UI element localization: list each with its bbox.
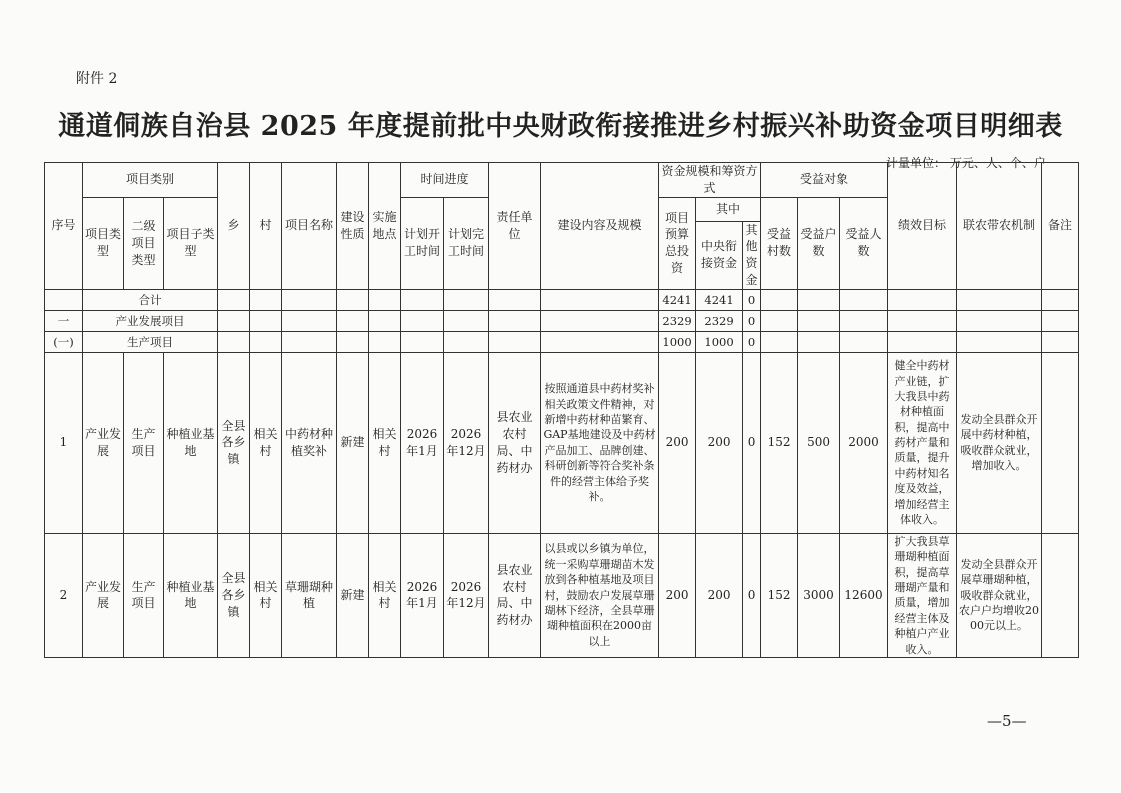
- project-village: 相关村: [250, 352, 282, 533]
- project-seq: 1: [45, 352, 83, 533]
- project-central: 200: [696, 352, 743, 533]
- project-remarks: [1042, 352, 1079, 533]
- header-secondary-type: 二级项目类型: [124, 197, 164, 289]
- header-content-scale: 建设内容及规模: [541, 163, 659, 290]
- document-title: 通道侗族自治县 2025 年度提前批中央财政衔接推进乡村振兴补助资金项目明细表: [58, 111, 1063, 142]
- header-seq: 序号: [45, 163, 83, 290]
- project-mechanism: 发动全县群众开展草珊瑚种植，吸收群众就业，农户户均增收2000元以上。: [957, 533, 1042, 657]
- header-benefit-households: 受益户数: [798, 197, 840, 289]
- project-central: 200: [696, 533, 743, 657]
- project-sub-type: 种植业基地: [164, 533, 218, 657]
- header-build-nature: 建设性质: [337, 163, 369, 290]
- summary-other: 0: [743, 331, 761, 352]
- summary-central: 2329: [696, 310, 743, 331]
- project-nature: 新建: [337, 533, 369, 657]
- project-secondary-type: 生产项目: [124, 533, 164, 657]
- header-village: 村: [250, 163, 282, 290]
- header-benefit-people: 受益人数: [840, 197, 888, 289]
- project-mechanism: 发动全县群众开展中药材种植，吸收群众就业，增加收入。: [957, 352, 1042, 533]
- table-row: [45, 352, 1079, 533]
- header-benefit-villages: 受益村数: [761, 197, 798, 289]
- header-performance: 绩效目标: [888, 163, 957, 290]
- project-performance: 扩大我县草珊瑚种植面积，提高草珊瑚产量和质量，增加经营主体及种植户产业收入。: [888, 533, 957, 657]
- summary-label: 合计: [83, 289, 218, 310]
- project-content: 以县或以乡镇为单位，统一采购草珊瑚苗木发放到各种植基地及项目村，鼓励农户发展草珊瑚林下经济，全县草珊瑚种植面积在2000亩以上: [541, 533, 659, 657]
- project-sub-type: 种植业基地: [164, 352, 218, 533]
- summary-total: 1000: [659, 331, 696, 352]
- project-name: 中药材种植奖补: [282, 352, 337, 533]
- project-other: 0: [743, 352, 761, 533]
- project-benefit-households: 500: [798, 352, 840, 533]
- project-performance: 健全中药材产业链，扩大我县中药材种植面积，提高中药材产量和质量，提升中药材知名度及效益，增加经营主体收入。: [888, 352, 957, 533]
- project-end-time: 2026年12月: [444, 533, 489, 657]
- project-location: 相关村: [369, 533, 401, 657]
- summary-seq: (一): [45, 331, 83, 352]
- table-row: [45, 533, 1079, 657]
- project-benefit-villages: 152: [761, 352, 798, 533]
- header-location: 实施地点: [369, 163, 401, 290]
- summary-row-production: [45, 331, 1079, 352]
- summary-central: 1000: [696, 331, 743, 352]
- project-responsible-unit: 县农业农村局、中药材办: [489, 352, 541, 533]
- header-category-group: 项目类别: [83, 163, 218, 198]
- attachment-label: 附件 2: [76, 71, 118, 87]
- header-central-fund: 中央衔接资金: [696, 221, 743, 289]
- project-location: 相关村: [369, 352, 401, 533]
- header-time-group: 时间进度: [401, 163, 489, 198]
- project-benefit-people: 2000: [840, 352, 888, 533]
- project-seq: 2: [45, 533, 83, 657]
- project-total: 200: [659, 533, 696, 657]
- summary-seq: 一: [45, 310, 83, 331]
- header-row-1: [45, 163, 1079, 198]
- project-detail-table: [44, 162, 1079, 658]
- summary-label: 生产项目: [83, 331, 218, 352]
- header-project-type: 项目类型: [83, 197, 124, 289]
- project-benefit-villages: 152: [761, 533, 798, 657]
- header-township: 乡: [218, 163, 250, 290]
- summary-total: 4241: [659, 289, 696, 310]
- summary-central: 4241: [696, 289, 743, 310]
- header-project-name: 项目名称: [282, 163, 337, 290]
- header-fund-group: 资金规模和筹资方式: [659, 163, 761, 198]
- project-name: 草珊瑚种植: [282, 533, 337, 657]
- summary-label: 产业发展项目: [83, 310, 218, 331]
- header-end-time: 计划完工时间: [444, 197, 489, 289]
- project-start-time: 2026年1月: [401, 352, 444, 533]
- project-secondary-type: 生产项目: [124, 352, 164, 533]
- project-benefit-households: 3000: [798, 533, 840, 657]
- header-remarks: 备注: [1042, 163, 1079, 290]
- project-remarks: [1042, 533, 1079, 657]
- summary-seq: [45, 289, 83, 310]
- project-township: 全县各乡镇: [218, 533, 250, 657]
- header-other-fund: 其他资金: [743, 221, 761, 289]
- summary-other: 0: [743, 310, 761, 331]
- header-of-which: 其中: [696, 197, 761, 221]
- header-responsible-unit: 责任单位: [489, 163, 541, 290]
- project-content: 按照通道县中药材奖补相关政策文件精神，对新增中药材种苗繁育、GAP基地建设及中药材产品加工、品牌创建、科研创新等符合奖补条件的经营主体给予奖补。: [541, 352, 659, 533]
- summary-row-total: [45, 289, 1079, 310]
- project-responsible-unit: 县农业农村局、中药材办: [489, 533, 541, 657]
- project-total: 200: [659, 352, 696, 533]
- header-benefit-group: 受益对象: [761, 163, 888, 198]
- project-village: 相关村: [250, 533, 282, 657]
- header-mechanism: 联农带农机制: [957, 163, 1042, 290]
- header-start-time: 计划开工时间: [401, 197, 444, 289]
- page-number: —5—: [987, 712, 1027, 730]
- summary-other: 0: [743, 289, 761, 310]
- summary-row-industry: [45, 310, 1079, 331]
- project-type: 产业发展: [83, 352, 124, 533]
- header-total-investment: 项目预算总投资: [659, 197, 696, 289]
- project-other: 0: [743, 533, 761, 657]
- header-sub-type: 项目子类型: [164, 197, 218, 289]
- summary-total: 2329: [659, 310, 696, 331]
- project-township: 全县各乡镇: [218, 352, 250, 533]
- project-nature: 新建: [337, 352, 369, 533]
- project-start-time: 2026年1月: [401, 533, 444, 657]
- unit-note: 计量单位： 万元、人、个、户: [886, 156, 1046, 170]
- project-type: 产业发展: [83, 533, 124, 657]
- project-benefit-people: 12600: [840, 533, 888, 657]
- project-end-time: 2026年12月: [444, 352, 489, 533]
